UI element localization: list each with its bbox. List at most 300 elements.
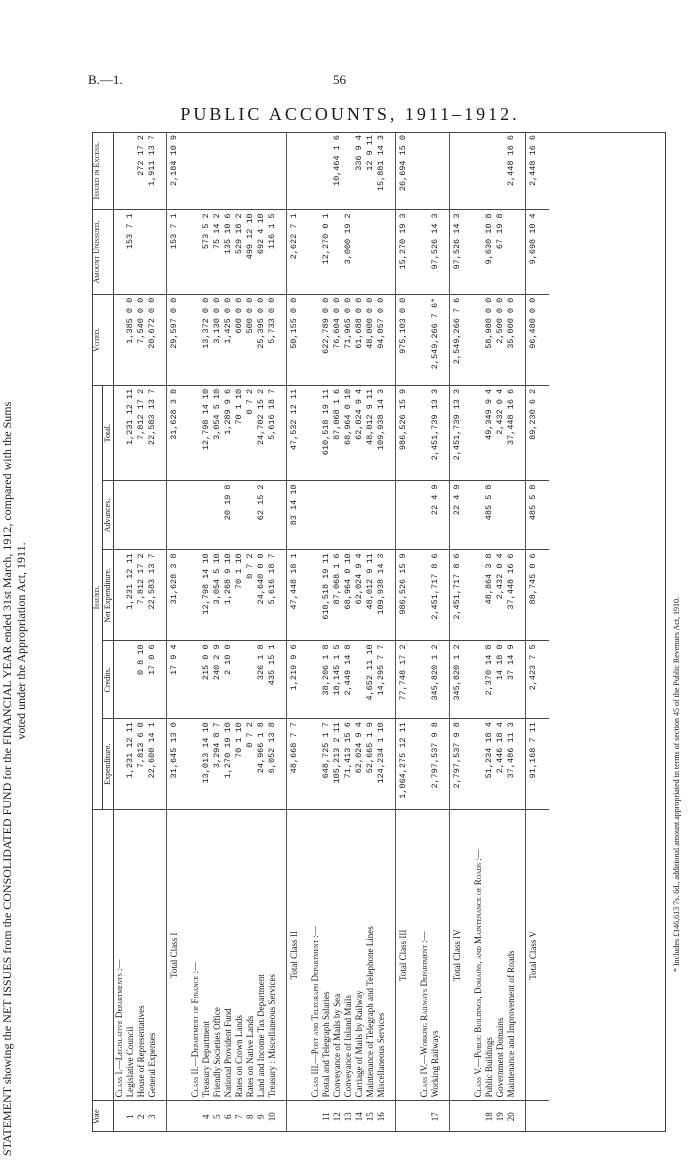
item-name: Postal and Telegraph Salaries [321, 810, 332, 1101]
amount-voted: 2,500 0 0 [495, 294, 506, 385]
amount-adv [201, 481, 212, 550]
total-cr: 17 9 4 [167, 641, 183, 719]
class-total-row [450, 132, 466, 1132]
total-adv [167, 481, 183, 550]
amount-cr: 17 0 6 [147, 641, 158, 719]
total-cr: 2,423 7 5 [526, 641, 542, 719]
spacer-cell [182, 132, 190, 210]
empty-cell [310, 641, 321, 719]
amount-exp: 2,446 18 4 [495, 719, 506, 810]
amount-tot: 3,054 5 10 [212, 385, 223, 481]
spacer-cell [441, 481, 450, 550]
amount-adv [321, 481, 332, 550]
spacer-cell [278, 210, 287, 294]
amount-voted: 5,733 0 0 [267, 294, 278, 385]
item-name: Maintenance of Telegraph and Telephone Lines [365, 810, 376, 1101]
vote-number: 14 [354, 1112, 364, 1122]
vote-number: 7 [234, 1114, 244, 1119]
spacer-cell [517, 210, 526, 294]
spacer-row [158, 132, 167, 1132]
col-issued-in-excess: Issued in Excess. [92, 132, 114, 210]
empty-cell [114, 481, 126, 550]
vote-cell [167, 1101, 183, 1132]
table-row [343, 132, 354, 1132]
amount-net: 109,938 14 3 [376, 550, 387, 641]
empty-cell [473, 550, 484, 641]
empty-cell [114, 719, 126, 810]
amount-cr: 18,145 1 5 [332, 641, 343, 719]
class-heading: Class III.—Post and Telegraph Department :— [310, 810, 321, 1101]
table-row [332, 132, 343, 1132]
vote-cell [182, 1101, 190, 1132]
total-tot: 47,532 12 11 [287, 385, 303, 481]
empty-cell [310, 550, 321, 641]
vote-number: 19 [495, 1112, 505, 1122]
empty-cell [473, 294, 484, 385]
spacer-cell [182, 810, 190, 1101]
spacer-cell [158, 132, 167, 210]
amount-voted: 2,549,266 7 6* [430, 294, 441, 385]
spacer-cell [541, 210, 549, 294]
vote-cell [517, 1101, 526, 1132]
total-exp: 91,168 7 11 [526, 719, 542, 810]
spacer-cell [465, 550, 473, 641]
total-voted: 29,597 0 0 [167, 294, 183, 385]
spacer-cell [387, 641, 396, 719]
amount-adv: 485 5 8 [484, 481, 495, 550]
col-expenditure: Expenditure. [103, 719, 114, 810]
accounts-table-wrapper [92, 132, 681, 1132]
empty-cell [190, 641, 201, 719]
total-tot: 31,628 3 8 [167, 385, 183, 481]
empty-cell [473, 641, 484, 719]
amount-exp: 1,231 12 11 [125, 719, 136, 810]
spacer-cell [517, 550, 526, 641]
spacer-cell [387, 481, 396, 550]
total-exp: 31,645 13 0 [167, 719, 183, 810]
spacer-cell [182, 294, 190, 385]
amount-voted: 76,604 0 0 [332, 294, 343, 385]
vote-cell [190, 1101, 201, 1132]
amount-unissued: 9,630 10 8 [484, 210, 495, 294]
spacer-row [541, 132, 549, 1132]
amount-excess: 1,911 13 7 [147, 132, 158, 210]
item-name: Rates on Crown Lands [234, 810, 245, 1101]
spacer-cell [517, 810, 526, 1101]
amount-tot: 0 7 2 [245, 385, 256, 481]
spacer-cell [302, 641, 310, 719]
amount-exp: 37,486 11 3 [506, 719, 517, 810]
spacer-row [387, 132, 396, 1132]
table-row [365, 132, 376, 1132]
spacer-cell [411, 385, 419, 481]
page-title: PUBLIC ACCOUNTS, 1911–1912. [180, 104, 520, 124]
amount-net: 1,231 12 11 [125, 550, 136, 641]
vote-cell [387, 1101, 396, 1132]
empty-cell [419, 550, 430, 641]
spacer-cell [441, 210, 450, 294]
amount-tot: 48,012 9 11 [365, 385, 376, 481]
amount-unissued: 529 18 2 [234, 210, 245, 294]
amount-adv [343, 481, 354, 550]
table-row [212, 132, 223, 1132]
total-unissued: 153 7 1 [167, 210, 183, 294]
spacer-cell [541, 719, 549, 810]
empty-cell [419, 481, 430, 550]
amount-excess [343, 132, 354, 210]
amount-unissued [332, 210, 343, 294]
spacer-cell [158, 641, 167, 719]
amount-tot: 68,964 0 10 [343, 385, 354, 481]
spacer-cell [541, 810, 549, 1101]
total-label: Total Class IV [450, 810, 466, 1101]
amount-voted: 35,000 0 0 [506, 294, 517, 385]
spacer-cell [465, 132, 473, 210]
spacer-cell [411, 641, 419, 719]
total-tot: 89,230 6 2 [526, 385, 542, 481]
table-row [506, 132, 517, 1132]
class-heading: Class V.—Public Buildings, Domains, and Maintenance of Roads :— [473, 810, 484, 1101]
amount-excess [223, 132, 234, 210]
spacer-row [182, 132, 190, 1132]
class-heading-row [310, 132, 321, 1132]
amount-tot: 24,702 15 2 [256, 385, 267, 481]
spacer-cell [517, 719, 526, 810]
amount-voted: 25,395 0 0 [256, 294, 267, 385]
spacer-cell [387, 810, 396, 1101]
vote-number: 2 [136, 1114, 146, 1119]
amount-adv [245, 481, 256, 550]
class-heading-row [114, 132, 126, 1132]
amount-cr: 240 2 9 [212, 641, 223, 719]
spacer-cell [387, 385, 396, 481]
amount-excess [267, 132, 278, 210]
amount-cr: 215 0 0 [201, 641, 212, 719]
amount-tot: 109,938 14 3 [376, 385, 387, 481]
amount-exp: 124,234 1 10 [376, 719, 387, 810]
spacer-cell [517, 481, 526, 550]
spacer-row [517, 132, 526, 1132]
spacer-cell [158, 294, 167, 385]
table-row [245, 132, 256, 1132]
vote-number: 1 [125, 1114, 135, 1119]
class-heading-row [419, 132, 430, 1132]
spacer-cell [302, 385, 310, 481]
spacer-cell [541, 132, 549, 210]
table-row [256, 132, 267, 1132]
spacer-cell [182, 719, 190, 810]
total-voted: 975,103 0 0 [396, 294, 412, 385]
amount-excess [484, 132, 495, 210]
amount-unissued [376, 210, 387, 294]
amount-tot: 610,518 19 11 [321, 385, 332, 481]
amount-unissued [365, 210, 376, 294]
amount-net: 12,798 14 10 [201, 550, 212, 641]
amount-unissued: 12,270 0 1 [321, 210, 332, 294]
amount-excess: 15,881 14 3 [376, 132, 387, 210]
amount-tot: 49,349 9 4 [484, 385, 495, 481]
empty-cell [114, 210, 126, 294]
col-advances: Advances. [103, 481, 114, 550]
amount-tot: 2,432 0 4 [495, 385, 506, 481]
col-description [92, 810, 114, 1101]
vote-number: 3 [147, 1114, 157, 1119]
amount-tot: 22,583 13 7 [147, 385, 158, 481]
amount-cr: 14,295 7 7 [376, 641, 387, 719]
spacer-cell [278, 481, 287, 550]
spacer-cell [278, 132, 287, 210]
amount-exp: 51,234 18 4 [484, 719, 495, 810]
amount-excess [212, 132, 223, 210]
amount-tot: 2,451,739 13 3 [430, 385, 441, 481]
spacer-row [302, 132, 310, 1132]
table-row [376, 132, 387, 1132]
spacer-cell [541, 641, 549, 719]
spacer-cell [387, 550, 396, 641]
amount-cr: 38,206 1 8 [321, 641, 332, 719]
item-name: Conveyance of Mails by Sea [332, 810, 343, 1101]
empty-cell [190, 481, 201, 550]
amount-unissued [506, 210, 517, 294]
vote-number: 17 [430, 1112, 440, 1122]
spacer-cell [182, 385, 190, 481]
vote-number: 8 [245, 1114, 255, 1119]
amount-cr: 345,820 1 2 [430, 641, 441, 719]
amount-adv [136, 481, 147, 550]
amount-cr [245, 641, 256, 719]
total-voted: 96,480 0 0 [526, 294, 542, 385]
spacer-cell [278, 550, 287, 641]
spacer-cell [158, 810, 167, 1101]
amount-excess [256, 132, 267, 210]
spacer-cell [517, 385, 526, 481]
spacer-cell [411, 481, 419, 550]
empty-cell [473, 210, 484, 294]
amount-net: 610,518 19 11 [321, 550, 332, 641]
amount-exp: 22,600 14 1 [147, 719, 158, 810]
spacer-cell [441, 132, 450, 210]
empty-cell [310, 132, 321, 210]
empty-cell [419, 132, 430, 210]
total-exp: 1,064,275 12 11 [396, 719, 412, 810]
amount-adv [354, 481, 365, 550]
total-adv [396, 481, 412, 550]
amount-tot: 1,231 12 11 [125, 385, 136, 481]
amount-excess [234, 132, 245, 210]
spacer-cell [387, 132, 396, 210]
amount-cr: 37 14 9 [506, 641, 517, 719]
vote-cell [114, 1101, 126, 1132]
table-row [430, 132, 441, 1132]
empty-cell [190, 132, 201, 210]
table-row [495, 132, 506, 1132]
amount-excess: 10,464 1 6 [332, 132, 343, 210]
amount-exp: 24,966 1 8 [256, 719, 267, 810]
item-name: Conveyance of Inland Mails [343, 810, 354, 1101]
amount-unissued: 135 10 6 [223, 210, 234, 294]
amount-tot: 70 1 10 [234, 385, 245, 481]
vote-cell [419, 1101, 430, 1132]
vote-number: 5 [212, 1114, 222, 1119]
vote-number: 12 [332, 1112, 342, 1122]
spacer-cell [278, 810, 287, 1101]
spacer-cell [465, 385, 473, 481]
vote-number: 6 [223, 1114, 233, 1119]
spacer-row [278, 132, 287, 1132]
amount-excess: 12 9 11 [365, 132, 376, 210]
amount-exp: 105,213 2 11 [332, 719, 343, 810]
vote-cell [526, 1101, 542, 1132]
spacer-cell [182, 641, 190, 719]
class-total-row [287, 132, 303, 1132]
total-voted: 2,549,266 7 6 [450, 294, 466, 385]
amount-net: 24,640 0 0 [256, 550, 267, 641]
total-unissued: 15,270 19 3 [396, 210, 412, 294]
spacer-cell [278, 641, 287, 719]
amount-cr: 14 18 0 [495, 641, 506, 719]
spacer-cell [182, 210, 190, 294]
spacer-cell [302, 294, 310, 385]
item-name: Treasury : Miscellaneous Services [267, 810, 278, 1101]
footnote: * Includes £146,613 7s. 6d., additional amount appropriated in terms of section 45 of the Public Revenues Act, 1910. [672, 596, 681, 972]
vote-number: 15 [365, 1112, 375, 1122]
empty-cell [473, 132, 484, 210]
empty-cell [419, 641, 430, 719]
amount-unissued: 692 4 10 [256, 210, 267, 294]
amount-net: 70 1 10 [234, 550, 245, 641]
vote-cell [441, 1101, 450, 1132]
spacer-cell [302, 550, 310, 641]
amount-unissued: 116 1 5 [267, 210, 278, 294]
spacer-cell [158, 550, 167, 641]
vote-number: 4 [201, 1114, 211, 1119]
amount-tot: 12,798 14 10 [201, 385, 212, 481]
table-row [223, 132, 234, 1132]
item-name: Public Buildings [484, 810, 495, 1101]
amount-cr: 4,652 11 10 [365, 641, 376, 719]
vote-cell [396, 1101, 412, 1132]
empty-cell [473, 481, 484, 550]
amount-unissued [354, 210, 365, 294]
item-name: Carriage of Mails by Railway [354, 810, 365, 1101]
total-voted: 50,155 0 0 [287, 294, 303, 385]
amount-adv [212, 481, 223, 550]
amount-net: 2,451,717 8 6 [430, 550, 441, 641]
item-name: Government Domains [495, 810, 506, 1101]
total-label: Total Class I [167, 810, 183, 1101]
amount-voted: 71,965 0 0 [343, 294, 354, 385]
empty-cell [190, 385, 201, 481]
vote-number: 18 [484, 1112, 494, 1122]
item-name: General Expenses [147, 810, 158, 1101]
amount-unissued: 3,000 19 2 [343, 210, 354, 294]
item-name: Maintenance and Improvement of Roads [506, 810, 517, 1101]
total-label: Total Class V [526, 810, 542, 1101]
amount-voted: 7,540 0 0 [136, 294, 147, 385]
amount-cr: 2,449 14 8 [343, 641, 354, 719]
spacer-cell [302, 210, 310, 294]
empty-cell [310, 385, 321, 481]
class-total-row [396, 132, 412, 1132]
amount-exp: 2,797,537 9 8 [430, 719, 441, 810]
total-excess: 2,184 10 9 [167, 132, 183, 210]
spacer-cell [411, 810, 419, 1101]
amount-voted: 500 0 0 [245, 294, 256, 385]
total-net: 47,448 18 1 [287, 550, 303, 641]
amount-cr: 0 8 10 [136, 641, 147, 719]
item-name: Land and Income Tax Department [256, 810, 267, 1101]
amount-voted: 58,980 0 0 [484, 294, 495, 385]
total-cr: 1,219 9 6 [287, 641, 303, 719]
amount-tot: 7,812 17 2 [136, 385, 147, 481]
amount-voted: 1,425 0 0 [223, 294, 234, 385]
table-row [234, 132, 245, 1132]
total-net: 88,745 0 6 [526, 550, 542, 641]
empty-cell [190, 210, 201, 294]
total-unissued: 97,526 14 3 [450, 210, 466, 294]
amount-adv [147, 481, 158, 550]
amount-excess: 272 17 2 [136, 132, 147, 210]
amount-voted: 1,385 0 0 [125, 294, 136, 385]
amount-adv [365, 481, 376, 550]
amount-net: 1,268 9 10 [223, 550, 234, 641]
col-net-expenditure: Net Expenditure. [103, 550, 114, 641]
vote-cell [465, 1101, 473, 1132]
amount-adv [332, 481, 343, 550]
vote-number: 13 [343, 1112, 353, 1122]
empty-cell [473, 385, 484, 481]
spacer-cell [541, 385, 549, 481]
amount-exp: 3,294 8 7 [212, 719, 223, 810]
spacer-cell [465, 810, 473, 1101]
spacer-cell [465, 719, 473, 810]
spacer-row [411, 132, 419, 1132]
amount-adv [234, 481, 245, 550]
amount-cr [354, 641, 365, 719]
item-name: National Provident Fund [223, 810, 234, 1101]
amount-exp: 71,413 15 6 [343, 719, 354, 810]
vote-number: 16 [376, 1112, 386, 1122]
amount-voted: 61,688 0 0 [354, 294, 365, 385]
vote-number: 11 [321, 1112, 331, 1122]
table-row [201, 132, 212, 1132]
document-reference: B.—1. [88, 72, 123, 87]
amount-voted: 13,372 0 0 [201, 294, 212, 385]
total-net: 31,628 3 8 [167, 550, 183, 641]
vote-cell [302, 1101, 310, 1132]
vote-cell [310, 1101, 321, 1132]
spacer-cell [441, 294, 450, 385]
empty-cell [310, 481, 321, 550]
spacer-cell [441, 385, 450, 481]
spacer-row [465, 132, 473, 1132]
col-amount-unissued: Amount Unissued. [92, 210, 114, 294]
class-heading-row [190, 132, 201, 1132]
total-adv: 83 14 10 [287, 481, 303, 550]
empty-cell [114, 132, 126, 210]
total-exp: 48,668 7 7 [287, 719, 303, 810]
amount-unissued: 67 19 8 [495, 210, 506, 294]
amount-exp: 0 7 2 [245, 719, 256, 810]
class-heading: Class IV.—Working Railways Department :— [419, 810, 430, 1101]
amount-excess: 2,448 16 6 [506, 132, 517, 210]
total-cr: 77,748 17 2 [396, 641, 412, 719]
class-heading: Class I.—Legislative Departments :— [114, 810, 126, 1101]
amount-exp: 6,052 13 8 [267, 719, 278, 810]
spacer-cell [541, 550, 549, 641]
item-name: House of Representatives [136, 810, 147, 1101]
amount-unissued: 499 12 10 [245, 210, 256, 294]
